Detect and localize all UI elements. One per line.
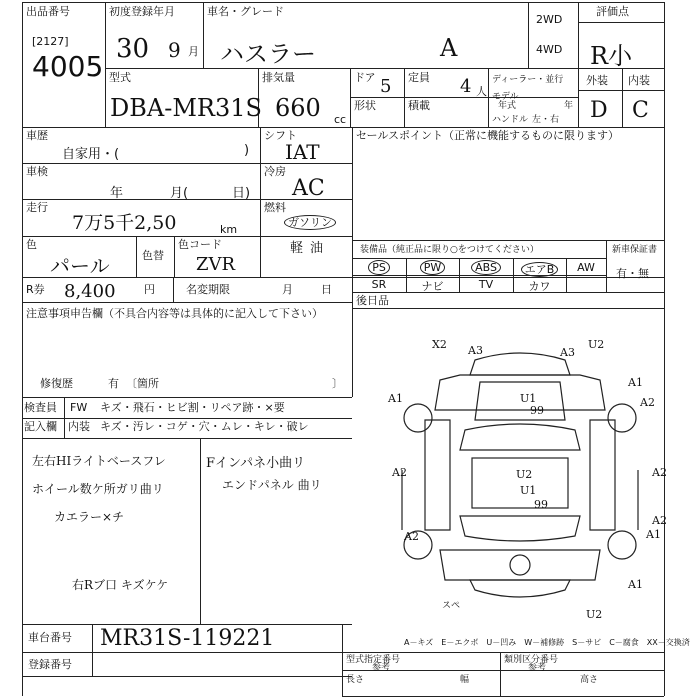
name-change-unit: 月日 (282, 283, 360, 296)
divider (22, 302, 352, 303)
inspector-label1: 検査員 (24, 401, 57, 414)
frame-right (664, 2, 665, 696)
divider (22, 624, 352, 625)
remark-2: ホイール数ケ所ガリ曲リ (32, 482, 164, 496)
diag-label: A2 (404, 530, 419, 543)
fuel-label: 燃料 (264, 201, 286, 214)
fw-label: FW (70, 401, 88, 414)
diag-label: A2 (392, 466, 407, 479)
divider (342, 670, 664, 671)
divider (105, 68, 664, 69)
spare-tire (510, 555, 530, 575)
fuel-oil: 油 (310, 241, 324, 256)
displacement-label: 排気量 (262, 71, 295, 84)
divider (203, 2, 204, 68)
mileage-value: 7万5千2,50 (72, 212, 177, 234)
length-label: 長さ (346, 675, 365, 685)
remark-1: 左右HIライトベースフレ (32, 454, 166, 468)
sales-points-label: セールスポイント（正常に機能するものに限ります） (356, 129, 620, 142)
wheel-fr (608, 404, 636, 432)
model-year-label2: 年式 (498, 101, 517, 111)
diag-label: A1 (388, 392, 403, 405)
diag-label: A3 (468, 344, 483, 357)
divider (260, 127, 261, 277)
color-replace-label: 色替 (142, 249, 164, 262)
diag-label: A1 (628, 578, 643, 591)
diag-label: A1 (646, 528, 661, 541)
divider (352, 258, 607, 259)
diag-label: A3 (560, 346, 575, 359)
drive-4wd: 4WD (536, 43, 563, 56)
capacity-unit: 人 (476, 85, 487, 98)
shape-label: 形状 (354, 99, 376, 112)
equip-abs[interactable]: ABS (459, 261, 513, 274)
recycle-label: R券 (26, 283, 45, 296)
spec-label2: 参考 (372, 663, 391, 673)
diag-label: A2 (652, 466, 667, 479)
diag-label: U2 (516, 468, 533, 481)
usage-value: 自家用・( (62, 147, 120, 162)
divider (352, 275, 607, 276)
shift-value: IAT (285, 140, 320, 164)
usage-close: ) (244, 143, 250, 158)
capacity-value: 4 (460, 76, 472, 97)
left-side (425, 420, 450, 530)
diag-label: 99 (534, 498, 548, 511)
displacement-unit: cc (334, 113, 347, 126)
color-code: ZVR (196, 254, 236, 275)
front-bumper (470, 353, 570, 375)
notes-label: 注意事項申告欄（不具合内容等は具体的に記入して下さい） (26, 307, 323, 320)
equip-aw[interactable]: AW (577, 261, 595, 274)
interior-label: 内装 (628, 74, 650, 87)
height-label: 高さ (580, 675, 599, 685)
int-items: キズ・汚レ・コゲ・穴・ムレ・キレ・破レ (100, 420, 309, 433)
divider (22, 676, 352, 677)
remark-5: Fインパネ小曲リ (206, 456, 306, 471)
repair-label: 修復歴 (40, 377, 73, 390)
equip-pw[interactable]: PW (406, 261, 459, 274)
divider (622, 68, 623, 127)
divider (22, 418, 352, 419)
mileage-label: 走行 (26, 201, 48, 214)
diag-label: U1 (520, 392, 537, 405)
diag-label: A1 (628, 376, 643, 389)
handle-label: ハンドル (492, 115, 529, 125)
lot-code: [2127] (32, 35, 69, 48)
frame-top (22, 2, 665, 3)
inspection-label: 車検 (26, 165, 48, 178)
equip-navi[interactable]: ナビ (421, 280, 444, 293)
diag-label: X2 (432, 338, 447, 351)
equip-sr[interactable]: SR (371, 278, 387, 291)
car-name: ハスラー (220, 40, 316, 68)
inspection-year: 年 (110, 186, 124, 201)
divider (22, 397, 352, 398)
equip-leather[interactable]: カワ (528, 280, 551, 293)
color-label: 色 (26, 238, 37, 251)
car-name-label: 車名・グレード (207, 5, 284, 18)
diag-label: 99 (530, 404, 544, 417)
divider (342, 696, 664, 697)
model-year-unit: 年 (564, 101, 574, 111)
divider (606, 240, 607, 292)
divider (22, 438, 352, 439)
divider (22, 277, 665, 278)
inspection-month: 月( (170, 186, 189, 201)
warranty-label: 新車保証書 (612, 245, 658, 255)
width-label: 幅 (460, 675, 470, 685)
first-reg-year: 30 (116, 34, 150, 64)
usage-label: 車歴 (26, 129, 48, 142)
chassis-value: MR31S-119221 (100, 626, 275, 651)
drive-2wd: 2WD (536, 13, 563, 26)
registration-label: 登録番号 (28, 658, 72, 671)
color-code-label: 色コード (178, 238, 222, 251)
divider (64, 397, 65, 438)
wheel-fl (404, 404, 432, 432)
remark-3: カエラー×チ (54, 510, 125, 524)
loading-label: 積載 (408, 99, 430, 112)
equip-airbag[interactable]: エアB (513, 261, 566, 277)
repair-close: 〕 (332, 377, 343, 390)
roof (472, 458, 568, 508)
remark-4: 右Rブ口 キズケケ (72, 578, 169, 592)
diagram-legend: A－キズ E－エクボ U－凹み W－補修跡 S－サビ C－腐食 XX－交換済 (404, 638, 690, 647)
doors-label: ドア (354, 71, 376, 84)
chassis-label: 車台番号 (28, 631, 72, 644)
divider (352, 308, 664, 309)
name-change-label: 名変期限 (186, 283, 230, 296)
divider (22, 127, 665, 128)
exterior-label: 外装 (586, 74, 608, 87)
shift-label: シフト (264, 129, 297, 142)
fuel-kei: 軽 (290, 241, 304, 256)
divider (92, 624, 93, 676)
first-reg-month-unit: 月 (188, 45, 199, 58)
arrival-label: 後日品 (356, 294, 389, 307)
first-reg-month: 9 (168, 38, 181, 62)
class-label2: 参考 (528, 663, 547, 673)
divider (174, 236, 175, 277)
model-year-label1: モデル (492, 92, 519, 102)
diag-label: スペ (442, 601, 461, 611)
lot-number: 4005 (32, 50, 104, 83)
inspector-label2: 記入欄 (24, 420, 57, 433)
diag-label: U2 (588, 338, 605, 351)
rear-window (460, 516, 580, 541)
divider (173, 277, 174, 302)
divider (578, 2, 579, 127)
rear-bumper (470, 580, 570, 597)
divider (200, 438, 201, 624)
remark-6: エンドパネル 曲リ (222, 478, 322, 492)
warranty-value: 有・無 (616, 267, 649, 280)
divider (350, 97, 578, 98)
diag-label: U1 (520, 484, 537, 497)
mileage-unit: km (220, 223, 238, 236)
spec-label1: 型式指定番号 (346, 655, 401, 665)
divider (352, 240, 664, 241)
exterior-value: D (590, 98, 608, 123)
first-reg-label: 初度登録年月 (109, 5, 175, 18)
diag-label: U2 (586, 608, 603, 621)
displacement-value: 660 (275, 94, 321, 122)
equipment-label: 装備品（純正品に限り○をつけてください） (360, 245, 539, 255)
divider (342, 624, 343, 696)
diag-label: A2 (652, 514, 667, 527)
fw-items: キズ・飛石・ヒビ割・リペア跡・×要 (100, 401, 285, 414)
evaluation-label: 評価点 (596, 5, 629, 18)
equip-tv[interactable]: TV (478, 278, 494, 291)
windshield (460, 424, 580, 450)
repair-bracket: 〔箇所 (126, 377, 159, 390)
fuel-gasoline[interactable]: ガソリン (284, 214, 336, 230)
divider (500, 652, 501, 696)
model-label: 型式 (109, 71, 131, 84)
car-grade: A (440, 34, 458, 62)
divider (528, 2, 529, 68)
divider (136, 236, 137, 277)
diag-label: A2 (640, 396, 655, 409)
handle-opts: 左・右 (532, 115, 560, 125)
aircon-value: AC (292, 176, 325, 201)
recycle-unit: 円 (144, 283, 155, 296)
equip-ps[interactable]: PS (352, 261, 406, 274)
frame-left (22, 2, 23, 696)
evaluation-score: R小 (590, 42, 633, 70)
inspection-day: 日) (232, 186, 251, 201)
right-side (590, 420, 615, 530)
color-value: パール (50, 254, 110, 278)
wheel-rr (608, 531, 636, 559)
divider (578, 22, 664, 23)
divider (105, 2, 106, 127)
divider (578, 90, 664, 91)
interior-value: C (632, 98, 649, 123)
divider (22, 652, 665, 653)
repair-value: 有 (108, 377, 119, 390)
model-value: DBA-MR31S (110, 94, 262, 122)
lot-label: 出品番号 (26, 5, 70, 18)
divider (352, 292, 664, 293)
doors-value: 5 (380, 76, 392, 97)
capacity-label: 定員 (408, 71, 430, 84)
dealer-label: ディーラー・並行 (492, 75, 564, 85)
aircon-label: 冷房 (264, 165, 286, 178)
int-label: 内装 (68, 420, 90, 433)
recycle-value: 8,400 (64, 281, 116, 302)
class-label1: 類別区分番号 (504, 655, 559, 665)
